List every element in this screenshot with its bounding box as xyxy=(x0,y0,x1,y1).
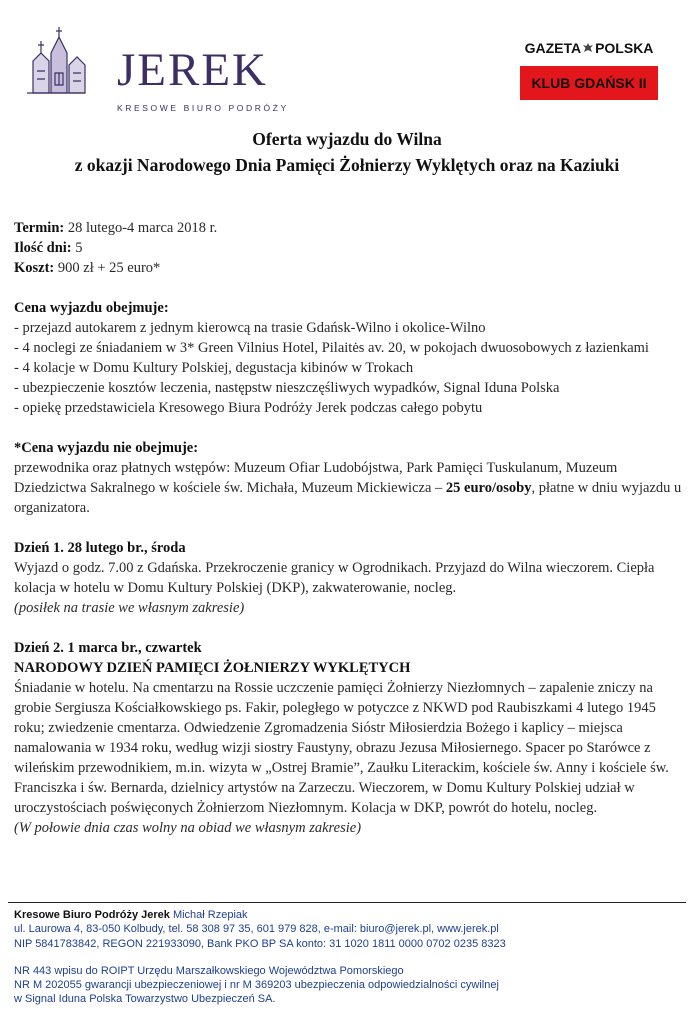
polska-word: POLSKA xyxy=(595,40,654,56)
includes-item: - ubezpieczenie kosztów leczenia, następstw nieszczęśliwych wypadków, Signal Iduna Polska xyxy=(14,380,560,396)
footer-company xyxy=(14,908,684,922)
day2-heading-text: Dzień 2. 1 marca br., czwartek xyxy=(14,640,202,656)
includes-heading xyxy=(14,298,682,318)
day2-text: Śniadanie w hotelu. Na cmentarzu na Rossie uczczenie pamięci Żołnierzy Niezłomnych – zapalenie zniczy na grobie Sergiusza Kościałkowskiego ps. Fakir, poległego w potyczce z NKWD pod Raubiszkami 4 lutego 1945 roku; zwiedzenie cmentarza. Odwiedzenie Zgromadzenia Sióstr Miłosierdzia Bożego i kaplicy – miejsca namalowania w 1934 roku, według wizji siostry Faustyny, obrazu Jezusa Miłosiernego. Spacer po Starówce z wileńskim przewodnikiem, m.in. wizyta w „Ostrej Bramie”, Zaułku Literackim, kościele św. Anny i kościele św. Franciszka i św. Bernarda, dzielnicy artystów na Zarzeczu. Wieczorem, w Domu Kultury Polskiej udział w uroczystościach poświęconych Żołnierzom Niezłomnym. Kolacja w DKP, powrót do hotelu, nocleg. xyxy=(14,680,669,816)
footer-reg-2: NR M 202055 gwarancji ubezpieczeniowej i nr M 369203 ubezpieczenia odpowiedzialności cywilnej xyxy=(14,979,499,992)
dni-label: Ilość dni: xyxy=(14,240,72,256)
gazeta-word: GAZETA xyxy=(524,40,582,56)
termin-row xyxy=(14,218,682,238)
eagle-icon xyxy=(582,42,594,54)
day2-subheading xyxy=(14,658,682,678)
footer-company-owner: Michał Rzepiak xyxy=(169,909,248,921)
excludes-heading xyxy=(14,438,682,458)
jerek-logo xyxy=(25,23,289,113)
title-line-1: Oferta wyjazdu do Wilna xyxy=(252,129,442,149)
footer-address: ul. Laurowa 4, 83-050 Kolbudy, tel. 58 308 97 35, 601 979 828, e-mail: biuro@jerek.pl, www.jerek.pl xyxy=(14,923,499,936)
church-illustration-icon xyxy=(25,23,87,95)
klub-gdansk-badge: KLUB GDAŃSK II xyxy=(520,66,658,100)
footer xyxy=(14,908,684,1007)
termin-label: Termin: xyxy=(14,220,65,236)
koszt-row xyxy=(14,258,682,278)
page-title xyxy=(0,126,694,178)
offer-content xyxy=(14,218,682,838)
day2-heading xyxy=(14,638,682,658)
footer-reg-3: w Signal Iduna Polska Towarzystwo Ubezpieczeń SA. xyxy=(14,993,276,1006)
day1-heading xyxy=(14,538,682,558)
excludes-text-before: przewodnika oraz płatnych wstępów: Muzeum Ofiar Ludobójstwa, Park Pamięci Tuskulanum, Muzeum Dziedzictwa Sakralnego w kościele św. Michała, Muzeum Mickiewicza – xyxy=(14,460,618,496)
koszt-value: 900 zł + 25 euro* xyxy=(57,260,161,276)
footer-reg-1: NR 443 wpisu do ROIPT Urzędu Marszałkowskiego Województwa Pomorskiego xyxy=(14,964,404,977)
brand-name: JEREK xyxy=(117,44,268,96)
dni-value: 5 xyxy=(75,240,83,256)
footer-ids: NIP 5841783842, REGON 221933090, Bank PKO BP SA konto: 31 1020 1811 0000 0702 0235 8323 xyxy=(14,937,506,950)
includes-item: - 4 kolacje w Domu Kultury Polskiej, degustacja kibinów w Trokach xyxy=(14,360,414,376)
day2-subheading-text: NARODOWY DZIEŃ PAMIĘCI ŻOŁNIERZY WYKLĘTYCH xyxy=(14,660,411,676)
day1-heading-text: Dzień 1. 28 lutego br., środa xyxy=(14,540,186,556)
includes-item: - przejazd autokarem z jednym kierowcą na trasie Gdańsk-Wilno i okolice-Wilno xyxy=(14,320,486,336)
dni-row xyxy=(14,238,682,258)
day1-note: (posiłek na trasie we własnym zakresie) xyxy=(14,600,245,616)
footer-company-name: Kresowe Biuro Podróży Jerek xyxy=(14,909,170,921)
day2-note: (W połowie dnia czas wolny na obiad we własnym zakresie) xyxy=(14,820,362,836)
termin-value: 28 lutego-4 marca 2018 r. xyxy=(67,220,218,236)
includes-item: - 4 noclegi ze śniadaniem w 3* Green Vilnius Hotel, Pilaitės av. 20, w pokojach dwuosobowych z łazienkami xyxy=(14,340,649,356)
gazeta-polska-title xyxy=(520,34,658,62)
footer-divider xyxy=(8,902,686,903)
day1-text: Wyjazd o godz. 7.00 z Gdańska. Przekroczenie granicy w Ogrodnikach. Przyjazd do Wilna wieczorem. Ciepła kolacja w hotelu w Domu Kultury Polskiej (DKP), zakwaterowanie, nocleg. xyxy=(14,560,655,596)
excludes-text xyxy=(14,458,682,518)
includes-item: - opiekę przedstawiciela Kresowego Biura Podróży Jerek podczas całego pobytu xyxy=(14,400,483,416)
excludes-price: 25 euro/osoby xyxy=(445,480,532,496)
excludes-heading-text: *Cena wyjazdu nie obejmuje: xyxy=(14,440,199,456)
includes-heading-text: Cena wyjazdu obejmuje: xyxy=(14,300,169,316)
excludes-text-after: , płatne w dniu wyjazdu u organizatora. xyxy=(14,480,682,516)
gazeta-polska-logo xyxy=(520,34,658,100)
title-line-2: z okazji Narodowego Dnia Pamięci Żołnierzy Wyklętych oraz na Kaziuki xyxy=(74,155,620,175)
koszt-label: Koszt: xyxy=(14,260,55,276)
brand-tagline: KRESOWE BIURO PODRÓŻY xyxy=(117,103,289,113)
